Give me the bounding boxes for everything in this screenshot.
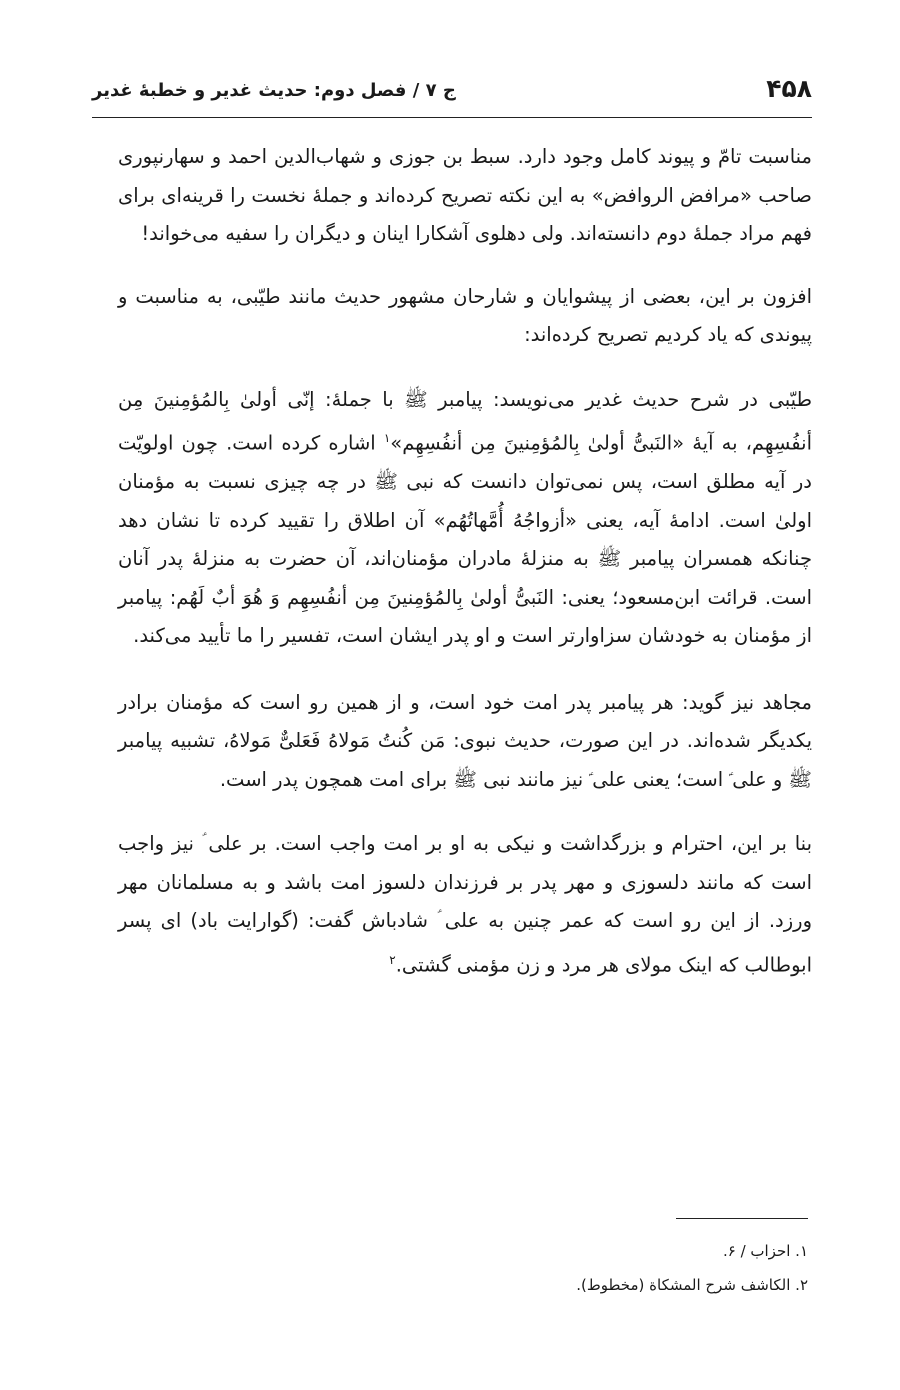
paragraph-text: بنا بر این، احترام و بزرگداشت و نیکی به او بر امت واجب است. بر علی ؑ نیز واجب است که مانند دلسوزی و مهر پدر بر فرزندان دلسوز امت باشد و به مسلمانان مهر ورزد. از این رو است که عمر چنین به علی ؑ شادباش گفت: (گوارایت باد) ای پسر ابوطالب که اینک مولای هر مرد و زن مؤمنی گشتی. [118, 832, 812, 976]
paragraph-text: اشاره کرده است. چون اولویّت در آیه مطلق است، پس نمی‌توان دانست که نبی ﷺ در چه چیزی نسبت به مؤمنان اولیٰ است. ادامهٔ آیه، یعنی «أزواجُهُ أُمَّهاتُهُم» آن اطلاق را تقیید کرده تا نشان دهد چنانکه همسران پیامبر ﷺ به منزلهٔ مادران مؤمنان‌اند، آن حضرت به منزلهٔ پدر آنان است. قرائت ابن‌مسعود؛ یعنی: النَبیُّ أولیٰ بِالمُؤمِنینَ مِن أنفُسِهِم وَ هُوَ أبٌ لَهُم: پیامبر از مؤمنان به خودشان سزاوارتر است و او پدر ایشان است، تفسیر را ما تأیید می‌کند. [118, 431, 812, 647]
paragraph: مجاهد نیز گوید: هر پیامبر پدر امت خود است، و از همین رو است که مؤمنان برادر یکدیگر شده‌اند. در این صورت، حدیث نبوی: مَن کُنتُ مَولاهُ فَعَلیٌّ مَولاهُ، تشبیه پیامبر ﷺ و علی ؑ است؛ یعنی علی ؑ نیز مانند نبی ﷺ برای امت همچون پدر است. [118, 690, 812, 791]
header-divider [92, 117, 812, 118]
footnote-divider [676, 1218, 808, 1219]
page-number: ۴۵۸ [766, 74, 812, 103]
footnotes [500, 1234, 808, 1302]
paragraph [118, 381, 812, 656]
paragraph: مناسبت تامّ و پیوند کامل وجود دارد. سبط بن جوزی و شهاب‌الدین احمد و سهارنپوری صاحب «مرافض الروافض» به این نکته تصریح کرده‌اند و جملهٔ نخست را قرینه‌ای برای فهم مراد جملهٔ دوم دانسته‌اند. ولی دهلوی آشکارا اینان و دیگران را سفیه می‌خواند! [118, 145, 812, 245]
paragraph: افزون بر این، بعضی از پیشوایان و شارحان مشهور حدیث مانند طیّبی، به مناسبت و پیوندی که یاد کردیم تصریح کرده‌اند: [118, 284, 812, 346]
paragraph-text: طیّبی در شرح حدیث غدیر می‌نویسد: پیامبر ﷺ با جملهٔ: إنّی أولیٰ بِالمُؤمِنینَ مِن أنفُسِهِم، به آیهٔ «النَبیُّ أولیٰ بِالمُؤمِنینَ مِن أنفُسِهِم» [118, 387, 813, 455]
page-header [92, 70, 812, 110]
footnote-ref: ۲ [389, 952, 396, 967]
footnote-ref: ۱ [383, 431, 391, 445]
main-text [118, 138, 812, 1007]
running-title: ج ۷ / فصل دوم: حدیث غدیر و خطبهٔ غدیر [92, 80, 456, 101]
paragraph [118, 825, 812, 985]
footnote: ۲. الکاشف شرح المشکاة (مخطوط). [576, 1276, 808, 1294]
footnote: ۱. احزاب / ۶. [722, 1242, 808, 1260]
